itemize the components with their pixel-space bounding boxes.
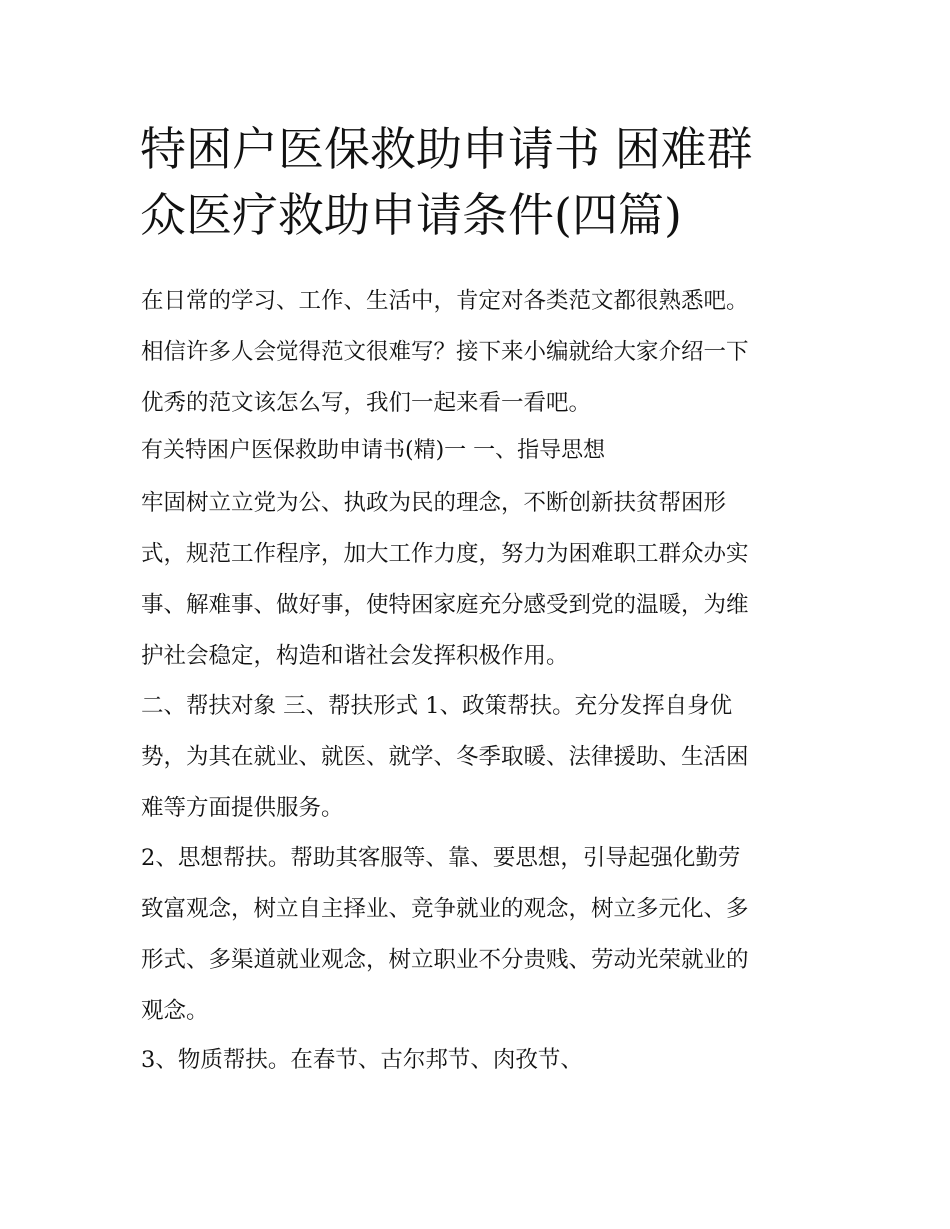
material-assistance-paragraph [141,1035,821,1086]
assistance-targets-paragraph [141,681,821,834]
guiding-principle-paragraph [141,478,821,682]
text-line: 优秀的范文该怎么写，我们一起来看一看吧。 [141,390,592,416]
text-line: 2、思想帮扶。帮助其客服等、靠、要思想，引导起强化勤劳 [141,845,741,871]
title-line: 众医疗救助申请条件(四篇) [140,188,682,242]
ideological-assistance-paragraph [141,833,821,1037]
text-line: 式，规范工作程序，加大工作力度，努力为困难职工群众办实 [141,541,749,567]
text-line: 二、帮扶对象 三、帮扶形式 1、政策帮扶。充分发挥自身优 [141,693,733,719]
document-title [140,116,820,248]
text-line: 难等方面提供服务。 [141,795,344,821]
section-heading [141,427,821,475]
text-line: 致富观念，树立自主择业、竞争就业的观念，树立多元化、多 [141,896,749,922]
text-line: 观念。 [141,998,209,1024]
text-line: 护社会稳定，构造和谐社会发挥积极作用。 [141,643,569,669]
text-line: 有关特困户医保救助申请书(精)一 一、指导思想 [141,438,606,463]
text-line: 形式、多渠道就业观念，树立职业不分贵贱、劳动光荣就业的 [141,947,749,973]
text-line: 牢固树立立党为公、执政为民的理念，不断创新扶贫帮困形 [141,490,727,516]
text-line: 在日常的学习、工作、生活中，肯定对各类范文都很熟悉吧。 [141,288,749,314]
text-line: 相信许多人会觉得范文很难写？接下来小编就给大家介绍一下 [141,339,749,365]
title-line: 特困户医保救助申请书 困难群 [140,122,753,176]
text-line: 3、物质帮扶。在春节、古尔邦节、肉孜节、 [141,1047,583,1073]
intro-paragraph [141,276,821,429]
text-line: 事、解难事、做好事，使特困家庭充分感受到党的温暖，为维 [141,592,749,618]
text-line: 势，为其在就业、就医、就学、冬季取暖、法律援助、生活困 [141,744,749,770]
